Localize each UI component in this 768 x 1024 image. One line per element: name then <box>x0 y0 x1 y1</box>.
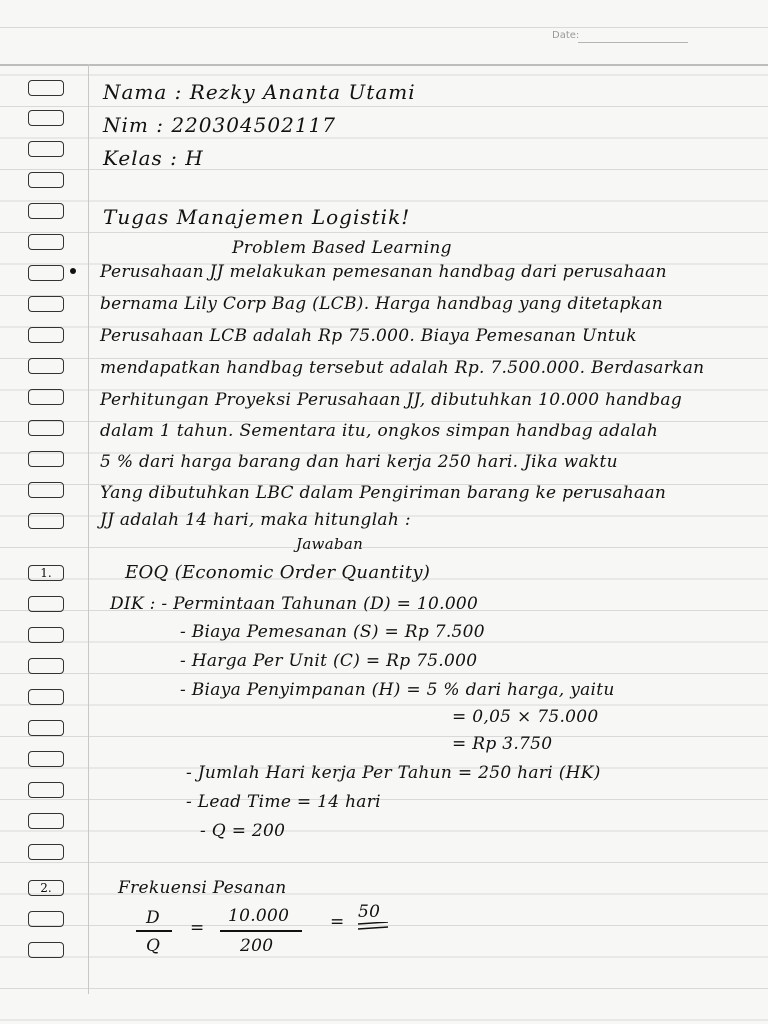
margin-box <box>28 689 64 705</box>
margin-box <box>28 420 64 436</box>
margin-box <box>28 141 64 157</box>
given-lead-time: - Lead Time = 14 hari <box>186 792 381 812</box>
section-number-box: 2. <box>28 880 64 896</box>
fraction-bar <box>136 930 172 932</box>
class-line: Kelas : H <box>103 146 204 170</box>
fraction-left-denominator: Q <box>146 936 161 956</box>
margin-box <box>28 596 64 612</box>
bullet-dot <box>70 268 76 274</box>
equals-sign: = <box>330 912 345 932</box>
problem-line: Perusahaan LCB adalah Rp 75.000. Biaya Pemesanan Untuk <box>100 326 637 346</box>
section2-title: Frekuensi Pesanan <box>118 878 287 898</box>
problem-line: Perhitungan Proyeksi Perusahaan JJ, dibutuhkan 10.000 handbag <box>100 390 683 410</box>
problem-line: 5 % dari harga barang dan hari kerja 250 hari. Jika waktu <box>100 452 618 472</box>
problem-line: Perusahaan JJ melakukan pemesanan handbag dari perusahaan <box>100 262 667 282</box>
margin-box <box>28 942 64 958</box>
problem-line: JJ adalah 14 hari, maka hitunglah : <box>100 510 411 530</box>
equals-sign: = <box>190 918 205 938</box>
fraction-right-numerator: 10.000 <box>228 906 290 926</box>
assignment-title: Tugas Manajemen Logistik! <box>103 205 411 229</box>
margin-line <box>88 64 89 994</box>
fraction-bar <box>220 930 302 932</box>
margin-box <box>28 813 64 829</box>
margin-box <box>28 389 64 405</box>
margin-box <box>28 513 64 529</box>
given-workdays: - Jumlah Hari kerja Per Tahun = 250 hari (HK) <box>186 763 601 783</box>
problem-line: Yang dibutuhkan LBC dalam Pengiriman barang ke perusahaan <box>100 483 667 503</box>
section1-title: EOQ (Economic Order Quantity) <box>125 562 431 583</box>
margin-box <box>28 172 64 188</box>
given-unit-price: - Harga Per Unit (C) = Rp 75.000 <box>180 651 478 671</box>
given-q: - Q = 200 <box>200 821 286 841</box>
margin-box <box>28 265 64 281</box>
margin-box <box>28 751 64 767</box>
margin-box <box>28 451 64 467</box>
margin-box <box>28 844 64 860</box>
fraction-right-denominator: 200 <box>240 936 274 956</box>
margin-box <box>28 911 64 927</box>
fraction-left-numerator: D <box>146 908 160 928</box>
margin-box <box>28 327 64 343</box>
problem-line: bernama Lily Corp Bag (LCB). Harga handbag yang ditetapkan <box>100 294 663 314</box>
margin-box <box>28 234 64 250</box>
date-label: Date: <box>552 30 580 41</box>
given-demand: DIK : - Permintaan Tahunan (D) = 10.000 <box>110 594 479 614</box>
given-order-cost: - Biaya Pemesanan (S) = Rp 7.500 <box>180 622 485 642</box>
holding-result: = Rp 3.750 <box>452 734 553 754</box>
top-rule <box>0 64 768 66</box>
date-line <box>578 42 688 43</box>
nim-line: Nim : 220304502117 <box>103 113 337 137</box>
margin-box <box>28 110 64 126</box>
name-line: Nama : Rezky Ananta Utami <box>103 80 416 104</box>
holding-calc: = 0,05 × 75.000 <box>452 707 599 727</box>
problem-line: dalam 1 tahun. Sementara itu, ongkos simpan handbag adalah <box>100 421 659 441</box>
margin-box <box>28 720 64 736</box>
final-result: 50 <box>358 902 381 922</box>
margin-box <box>28 658 64 674</box>
margin-box <box>28 296 64 312</box>
margin-box <box>28 203 64 219</box>
section-number-box: 1. <box>28 565 64 581</box>
margin-box <box>28 482 64 498</box>
assignment-subtitle: Problem Based Learning <box>232 238 452 258</box>
double-underline-icon <box>358 922 388 930</box>
margin-box <box>28 627 64 643</box>
problem-line: mendapatkan handbag tersebut adalah Rp. 7.500.000. Berdasarkan <box>100 358 705 378</box>
margin-box <box>28 80 64 96</box>
given-holding-cost: - Biaya Penyimpanan (H) = 5 % dari harga, yaitu <box>180 680 615 700</box>
answer-heading: Jawaban <box>296 535 364 553</box>
margin-box <box>28 358 64 374</box>
margin-box <box>28 782 64 798</box>
